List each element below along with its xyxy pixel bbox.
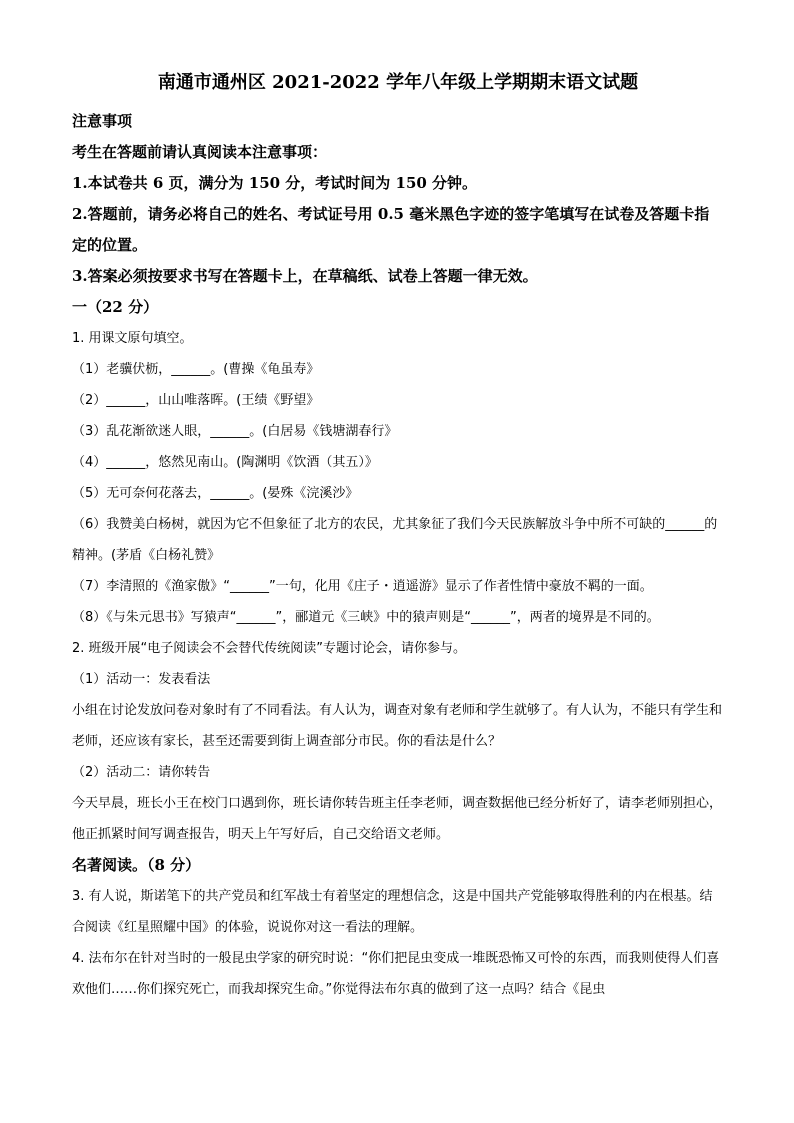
question-3: 3. 有人说，斯诺笔下的共产党员和红军战士有着坚定的理想信念，这是中国共产党能够取得胜利的内在根基。结合阅读《红星照耀中国》的体验，说说你对这一看法的理解。 <box>72 889 713 935</box>
section-1-heading: 一（22 分） <box>72 298 159 316</box>
activity-2-text: 今天早晨，班长小王在校门口遇到你，班长请你转告班主任李老师，调查数据他已经分析好了，请李老师别担心，他正抓紧时间写调查报告，明天上午写好后，自己交给语文老师。 <box>72 796 723 842</box>
question-1-item-4: （4）______，悠然见南山。(陶渊明《饮酒（其五）》 <box>72 455 378 470</box>
notice-heading: 注意事项 <box>72 112 133 130</box>
question-1-stem: 1. 用课文原句填空。 <box>72 331 193 346</box>
notice-item-3: 3.答案必须按要求书写在答题卡上，在草稿纸、试卷上答题一律无效。 <box>72 267 538 285</box>
notice-intro: 考生在答题前请认真阅读本注意事项： <box>72 143 328 161</box>
question-1-item-8: （8）《与朱元思书》写猿声“______”，郦道元《三峡》中的猿声则是“______”，两者的境界是不同的。 <box>72 610 660 625</box>
question-2-stem: 2. 班级开展“电子阅读会不会替代传统阅读”专题讨论会，请你参与。 <box>72 641 467 656</box>
exam-page <box>72 66 724 1005</box>
activity-1-title: （1）活动一：发表看法 <box>72 672 211 687</box>
question-1-item-6: （6）我赞美白杨树，就因为它不但象征了北方的农民，尤其象征了我们今天民族解放斗争中所不可缺的______的精神。(茅盾《白杨礼赞》 <box>72 517 718 563</box>
section-2-heading: 名著阅读。（8 分） <box>72 856 201 874</box>
question-1-item-3: （3）乱花渐欲迷人眼，______。(白居易《钱塘湖春行》 <box>72 424 398 439</box>
activity-2-title: （2）活动二：请你转告 <box>72 765 211 780</box>
question-1-item-2: （2）______，山山唯落晖。(王绩《野望》 <box>72 393 320 408</box>
question-1-item-1: （1）老骥伏枥，______。(曹操《龟虽寿》 <box>72 362 320 377</box>
notice-item-2: 2.答题前，请务必将自己的姓名、考试证号用 0.5 毫米黑色字迹的签字笔填写在试卷及答题卡指定的位置。 <box>72 205 710 254</box>
page-title: 南通市通州区 2021-2022 学年八年级上学期期末语文试题 <box>157 72 639 93</box>
notice-item-1: 1.本试卷共 6 页，满分为 150 分，考试时间为 150 分钟。 <box>72 174 478 192</box>
question-1-item-5: （5）无可奈何花落去，______。(晏殊《浣溪沙》 <box>72 486 359 501</box>
question-1-item-7: （7）李清照的《渔家傲》“______”一句，化用《庄子・逍遥游》显示了作者性情中豪放不羁的一面。 <box>72 579 653 594</box>
question-4: 4. 法布尔在针对当时的一般昆虫学家的研究时说：“你们把昆虫变成一堆既恐怖又可怜的东西，而我则使得人们喜欢他们……你们探究死亡，而我却探究生命。”你觉得法布尔真的做到了这一点吗？结合《昆虫 <box>72 951 720 997</box>
activity-1-text: 小组在讨论发放问卷对象时有了不同看法。有人认为，调查对象有老师和学生就够了。有人认为，不能只有学生和老师，还应该有家长，甚至还需要到街上调查部分市民。你的看法是什么？ <box>72 703 723 749</box>
